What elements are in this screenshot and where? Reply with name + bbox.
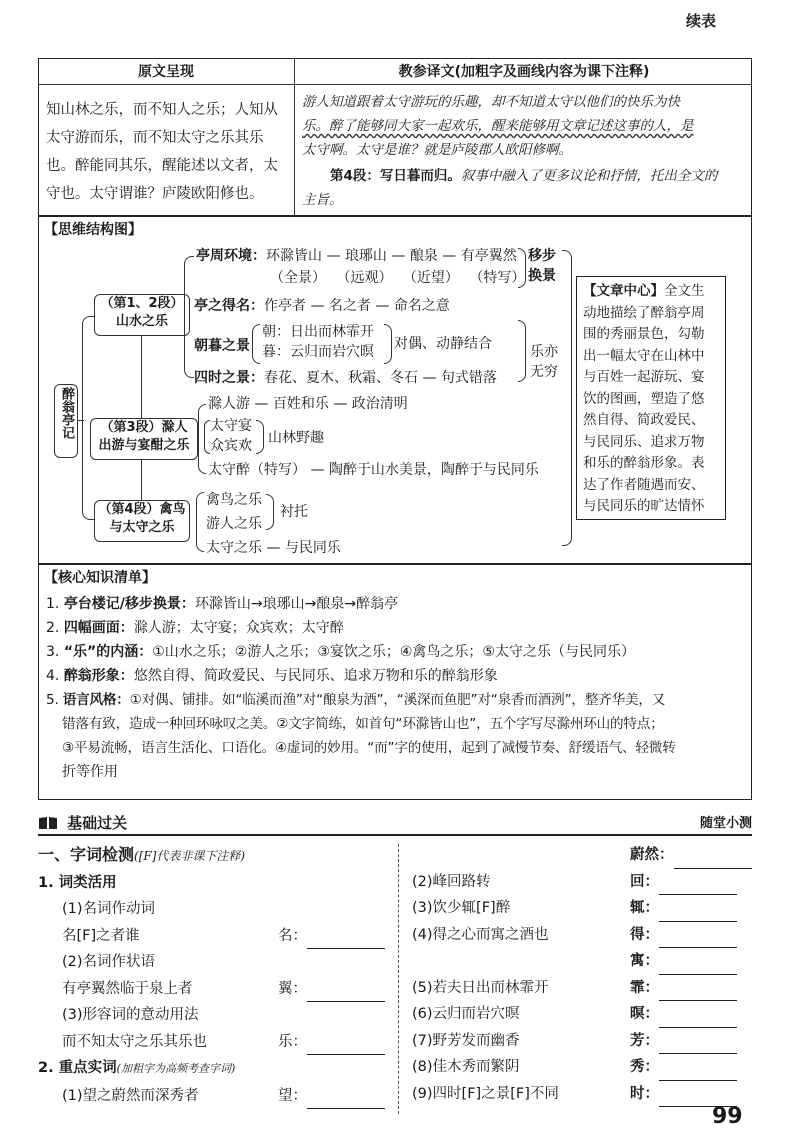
answer-blank[interactable] [307,934,385,949]
feast-note: 山林野趣 [268,430,324,446]
node2-line3: 太守醉（特写） — 陶醉于山水美景，陶醉于与民同乐 [208,462,539,478]
answer-blank[interactable] [659,1066,737,1081]
book-icon [38,815,58,829]
env-right: 移步 换景 [528,248,556,284]
col1-header: 原文呈现 [138,64,194,80]
root-node: 醉翁亭记 [54,384,78,458]
n3-note: 衬托 [280,504,308,520]
answer-blank[interactable] [307,1094,385,1109]
answer-blank[interactable] [659,880,737,895]
translation-text: 游人知道跟着太守游玩的乐趣，却不知道太守以他们的快乐为快 乐。醉了能够同大家一起欢乐，醒来能够用文章记述这事的人，是 太守啊。太守是谁？就是庐陵郡人欧阳修啊。 第4段：写日暮而归。叙事中融入了更多议论和抒情，托出全文的 主旨。 [302,94,718,208]
knowledge-list: 1. 亭台楼记/移步换景：环滁皆山→琅琊山→酿泉→醉翁亭 2. 四幅画面：滁人游；太守宴；众宾欢；太守醉 3. “乐”的内涵：①山水之乐；②游人之乐；③宴饮之乐；④禽鸟之乐；⑤太守之乐（与民同乐） 4. 醉翁形象：悠然自得、简政爱民、与民同乐、追求万物和乐的醉翁形象 5. 语言风格：①对偶、铺排。如“临溪而渔”对“酿泉为酒”，“溪深而鱼肥”对“泉香而酒洌”，整齐华美，又 错落有致，造成一种回环咏叹之美。②文字简练，如首句“环滁皆山也”，五个字写尽滁州环山的特点； ③平易流畅，语言生活化、口语化。④虚词的妙用。“而”字的使用，起到了减慢节奏、舒缓语气、轻微转 折等作用 [46,592,746,784]
continued-label: 续表 [686,12,717,30]
knowledge-item: 3. “乐”的内涵：①山水之乐；②游人之乐；③宴饮之乐；④禽鸟之乐；⑤太守之乐（与民同乐） [46,644,635,660]
n3-items: 禽鸟之乐 游人之乐 [206,492,262,532]
answer-blank[interactable] [307,1040,385,1055]
answer-blank[interactable] [659,1039,737,1054]
env-notes: （全景） （远观） （近望） （特写） [270,270,526,286]
node2-line1: 滁人游 — 百姓和乐 — 政治清明 [208,396,408,412]
knowledge-item: 2. 四幅画面：滁人游；太守宴；众宾欢；太守醉 [46,620,344,636]
exercise-left: 一、字词检测([F]代表非课下注释) 1. 词类活用 (1)名词作动词 名[F]之者谁 名： (2)名词作状语 有亭翼然临于泉上者 翼： (3)形容词的意动用法 而不知太守之乐其乐也 乐： 2. 重点实词(加粗字为高频考查字词) (1)望之蔚然而深秀者 望： [38,842,388,1109]
morning-lines: 朝：日出而林霏开 暮：云归而岩穴暝 [262,324,374,360]
article-center-box: 【文章中心】全文生 动地描绘了醉翁亭周 围的秀丽景色，勾勒 出一幅太守在山林中 与百姓一起游玩、宴 饮的图画，塑造了悠 然自得、简政爱民、 与民同乐、追求万物 和乐的醉翁形象。表 达了作者随遇而安、 与民同乐的旷达情怀 [576,276,726,520]
answer-blank[interactable] [659,933,737,948]
original-text: 知山林之乐，而不知人之乐；人知从 太守游而乐，而不知太守之乐其乐 也。醉能同其乐，醒能述以文者，太 守也。太守谓谁？庐陵欧阳修也。 [46,102,278,202]
n3-line3: 太守之乐 — 与民同乐 [206,540,341,556]
env-row: 亭周环境：环滁皆山 — 琅琊山 — 酿泉 — 有亭翼然 [196,248,517,264]
answer-blank[interactable] [307,987,385,1002]
answer-blank[interactable] [674,854,752,869]
joy-note: 乐亦 无穷 [530,344,558,380]
node-paragraph-4: （第4段）禽鸟 与太守之乐 [94,500,190,542]
col2-header: 教参译文(加粗字及画线内容为课下注释) [398,64,650,80]
name-row: 亭之得名：作亭者 — 名之者 — 命名之意 [194,298,450,314]
seasons-row: 四时之景：春花、夏木、秋霜、冬石 — 句式错落 [194,370,497,386]
knowledge-item: 4. 醉翁形象：悠然自得、简政爱民、与民同乐、追求万物和乐的醉翁形象 [46,668,498,684]
section-banner: 基础过关 随堂小测 [38,812,752,832]
exercise-right: 蔚然： (2)峰回路转 回： (3)饮少辄[F]醉 辄： (4)得之心而寓之酒也 得： 寓： (5)若夫日出而林霏开 霏： (6)云归而岩穴暝 暝： (7)野芳发而幽香 芳： (8)佳木秀而繁阴 秀： (9)四时[F]之景[F]不同 时： [412,842,752,1107]
node-paragraph-3: （第3段）滁人 出游与宴酣之乐 [90,418,198,460]
knowledge-title: 【核心知识清单】 [44,570,156,586]
morning-label: 朝暮之景 [194,338,250,354]
knowledge-item: 1. 亭台楼记/移步换景：环滁皆山→琅琊山→酿泉→醉翁亭 [46,596,399,612]
node-paragraph-1-2: （第1、2段） 山水之乐 [94,294,190,336]
feast-items: 太守宴 众宾欢 [210,418,252,454]
knowledge-item: 5. 语言风格：①对偶、铺排。如“临溪而渔”对“酿泉为酒”，“溪深而鱼肥”对“泉香而酒洌”，整齐华美，又 [46,692,666,708]
morning-note: 对偶、动静结合 [394,336,492,352]
mindmap-title: 【思维结构图】 [44,222,142,238]
answer-blank[interactable] [659,986,737,1001]
answer-blank[interactable] [659,960,737,975]
answer-blank[interactable] [659,907,737,922]
answer-blank[interactable] [659,1013,737,1028]
page-number: 99 [712,1104,743,1129]
